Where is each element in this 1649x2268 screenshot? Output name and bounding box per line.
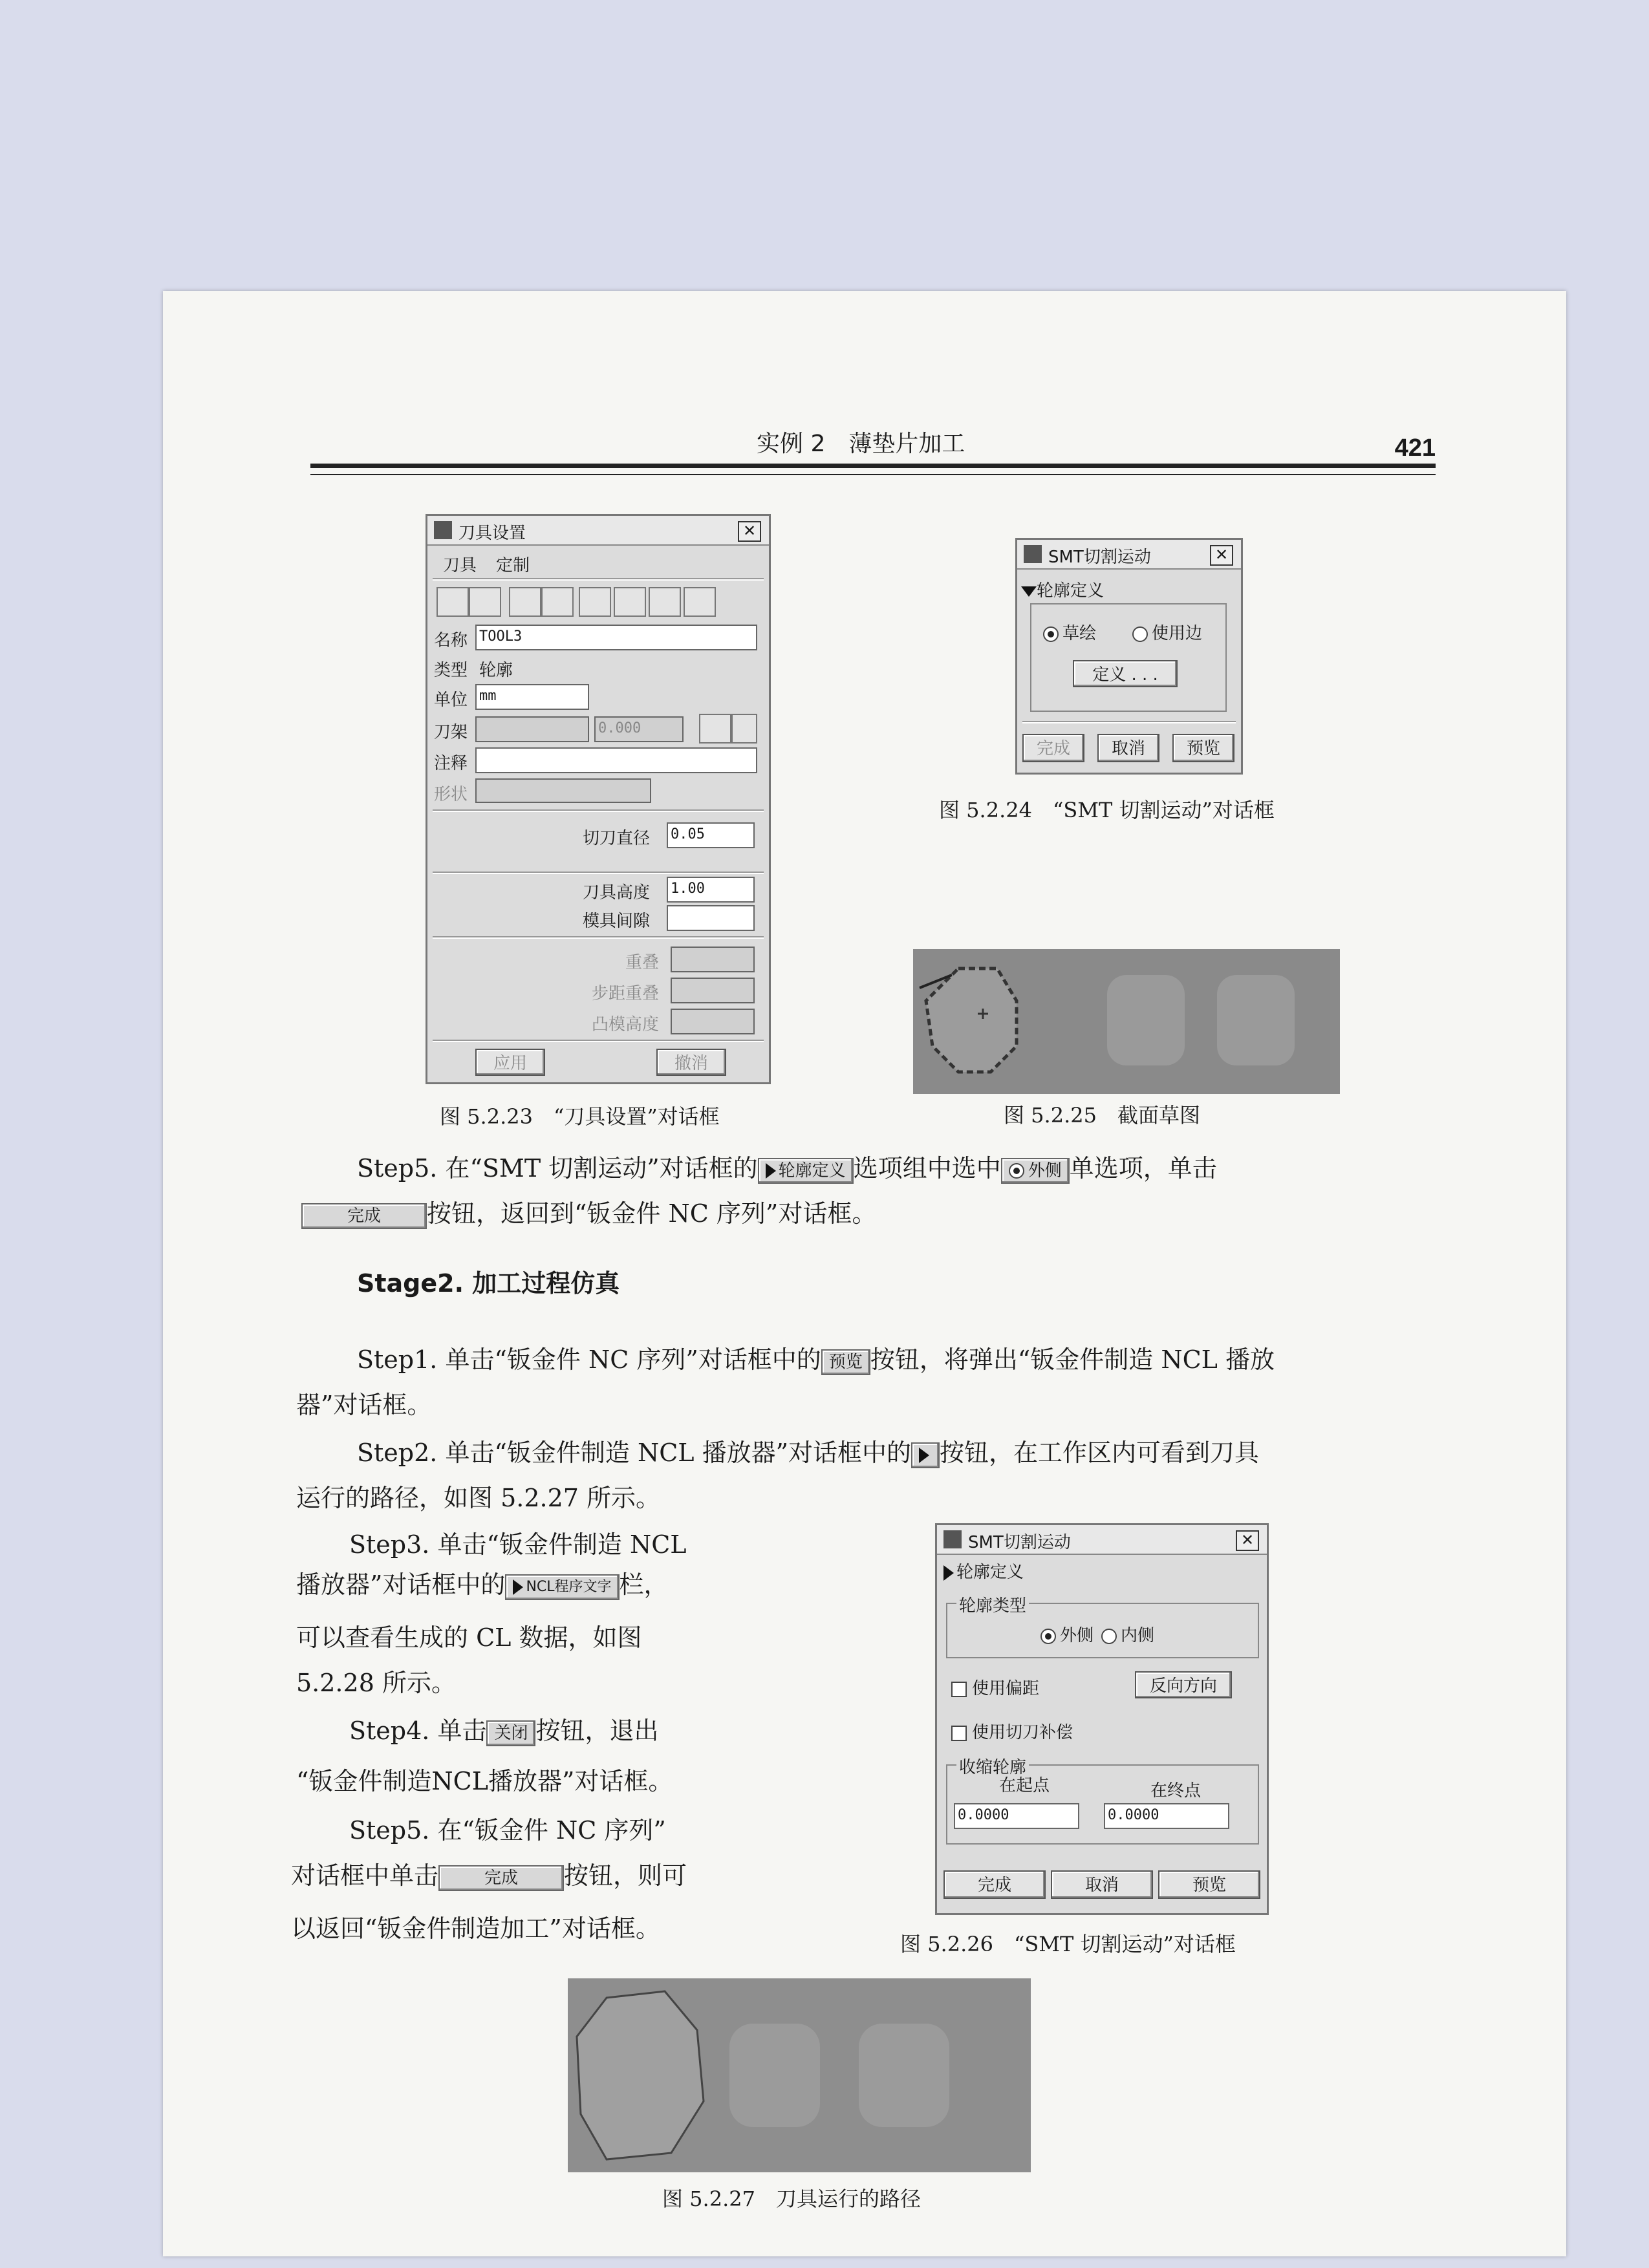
overlap-label: 重叠 [625,953,660,972]
step2-line1 [357,1429,1259,1477]
step5b-line2 [291,1852,687,1899]
end-field[interactable]: 0.0000 [1104,1803,1229,1829]
diamond-icon[interactable] [579,587,611,617]
divider [433,1040,764,1042]
smt-cut-dialog-2 [935,1523,1269,1915]
note-label: 注释 [434,754,468,773]
radio-on-icon [1043,626,1059,642]
punch-height-field[interactable] [671,1009,755,1034]
diamond2-icon[interactable] [614,587,646,617]
tool-path-profile [577,1991,704,2159]
collapsed-triangle-icon [943,1565,954,1581]
step2-line2: 运行的路径，如图 5.2.27 所示。 [296,1484,661,1512]
reverse-direction-button[interactable]: 反向方向 [1135,1671,1232,1698]
unit-label: 单位 [434,690,468,710]
profile-def-label: 轮廓定义 [778,1161,846,1181]
step1-text-1: Step1. 单击“钣金件 NC 序列”对话框中的 [357,1345,821,1374]
radio-off-icon [1101,1629,1117,1644]
open-icon[interactable] [436,587,469,617]
tool-edit-icon[interactable] [509,587,541,617]
cancel-button[interactable]: 取消 [1097,734,1159,762]
section-label: 轮廓定义 [1037,581,1105,601]
outer-radio-inline [1001,1158,1070,1184]
page-number: 421 [1394,434,1436,462]
step5b-text-2b: 按钮，则可 [564,1861,687,1890]
step3-line4: 5.2.28 所示。 [296,1669,456,1697]
punch-height-label: 凸模高度 [592,1015,660,1034]
sketch-profile [926,968,1017,1072]
step4-line2: “钣金件制造NCL播放器”对话框。 [296,1767,673,1795]
title-bar [937,1525,1267,1555]
preview-label: 预览 [828,1352,863,1372]
step5b-line1: Step5. 在“钣金件 NC 序列” [349,1816,666,1845]
type-label: 类型 [434,661,468,680]
step1-line1 [357,1336,1275,1384]
step-overlap-label: 步距重叠 [592,984,660,1003]
done-button[interactable]: 完成 [1022,734,1084,762]
close-label: 关闭 [494,1723,528,1743]
dialog-title: SMT切割运动 [968,1533,1071,1552]
stage2-heading: Stage2. 加工过程仿真 [357,1269,620,1298]
boss-shape [729,2024,820,2127]
use-offset-checkbox[interactable] [951,1675,1039,1699]
title-bar [1017,540,1241,570]
divider [433,936,764,939]
step2-text-1: Step2. 单击“钣金件制造 NCL 播放器”对话框中的 [357,1439,912,1467]
overlap-field[interactable] [671,947,755,972]
chapter-title: 实例 2 薄垫片加工 [757,431,965,457]
close-icon[interactable]: ✕ [1236,1530,1259,1551]
section-header[interactable] [1024,577,1104,601]
end-label: 在终点 [1150,1781,1202,1801]
caption-fig-5-2-23: 图 5.2.23 “刀具设置”对话框 [440,1104,720,1129]
radio-on-icon [1009,1163,1024,1179]
define-button[interactable]: 定义 . . . [1073,660,1178,687]
preview-button[interactable]: 预览 [1158,1870,1260,1899]
done-button-inline [301,1203,427,1229]
cancel-button[interactable]: 撤消 [656,1049,726,1076]
menu-custom[interactable]: 定制 [496,556,530,575]
done-button[interactable]: 完成 [943,1870,1046,1899]
caption-fig-5-2-26: 图 5.2.26 “SMT 切割运动”对话框 [900,1932,1236,1956]
step3-line1: Step3. 单击“钣金件制造 NCL [349,1530,687,1559]
close-icon[interactable]: ✕ [738,521,761,542]
name-field[interactable]: TOOL3 [475,625,757,650]
radio-outer-label: 外侧 [1060,1626,1094,1645]
rect-icon[interactable] [541,587,574,617]
holder-value[interactable]: 0.000 [594,716,684,742]
radio-on-icon [1040,1629,1056,1644]
step1-line2: 器”对话框。 [296,1391,432,1419]
caption-fig-5-2-24: 图 5.2.24 “SMT 切割运动”对话框 [939,798,1275,822]
radio-inner[interactable] [1101,1622,1154,1646]
radio-edge-label: 使用边 [1152,624,1203,643]
section-sketch-image [913,949,1340,1094]
close-icon[interactable]: ✕ [1210,545,1233,566]
use-offset-label: 使用偏距 [972,1679,1040,1698]
smt-cut-dialog-1 [1015,538,1243,775]
section-header[interactable] [943,1559,1024,1583]
step3-line3: 可以查看生成的 CL 数据，如图 [296,1623,642,1652]
boss-shape [1107,975,1185,1065]
preview-button[interactable]: 预览 [1172,734,1234,762]
note-field[interactable] [475,747,757,773]
step5a-text-4: 按钮，返回到“钣金件 NC 序列”对话框。 [427,1199,877,1228]
step3-text-2b: 栏， [619,1570,669,1599]
tool-setup-dialog [426,514,771,1084]
ncl-text-label: NCL程序文字 [526,1578,612,1595]
radio-edge[interactable] [1132,620,1202,644]
step5a-text-2: 选项组中选中 [853,1154,1001,1182]
ncl-text-button-inline [505,1574,619,1600]
dialog-title: SMT切割运动 [1048,548,1151,567]
save-icon[interactable] [469,587,501,617]
unit-select[interactable]: mm [475,684,589,710]
use-comp-checkbox[interactable] [951,1719,1073,1743]
start-label: 在起点 [999,1776,1050,1795]
close-button-inline [486,1720,535,1746]
dialog-title: 刀具设置 [458,524,526,543]
start-field[interactable]: 0.0000 [954,1803,1079,1829]
done-label: 完成 [347,1206,381,1226]
profile-def-button [758,1158,854,1184]
tool-path-image [568,1978,1031,2172]
cut-dia-label: 切刀直径 [583,829,651,848]
triangle-icon [513,1579,523,1595]
app-icon [434,521,452,539]
app-icon [943,1530,962,1548]
radio-sketch-label: 草绘 [1062,624,1097,643]
list-icon[interactable] [731,714,757,744]
die-gap-field[interactable] [667,905,755,931]
checkbox-icon [951,1726,967,1741]
section-sketch-svg [913,949,1340,1094]
tool-height-label: 刀具高度 [583,883,651,903]
boss-shape [1217,975,1295,1065]
step-overlap-field[interactable] [671,978,755,1003]
step5b-line3: 以返回“钣金件制造加工”对话框。 [291,1914,660,1943]
use-comp-label: 使用切刀补偿 [972,1723,1073,1742]
step4-text-1a: Step4. 单击 [349,1717,487,1745]
divider [433,872,764,874]
apply-button[interactable]: 应用 [475,1049,545,1076]
step4-text-1b: 按钮，退出 [535,1717,659,1745]
radio-inner-label: 内侧 [1121,1626,1155,1645]
holder-select[interactable] [475,716,589,742]
expand-triangle-icon [1021,586,1037,597]
radio-off-icon [1132,626,1148,642]
tool-path-svg [568,1978,1031,2172]
preview-button-inline [821,1349,870,1375]
done-button-inline [438,1865,564,1891]
die-gap-label: 模具间隙 [583,912,651,931]
profile-type-label: 轮廓类型 [956,1592,1029,1616]
menu-tool[interactable]: 刀具 [443,556,477,575]
step3-text-2a: 播放器”对话框中的 [296,1570,506,1599]
holder-label: 刀架 [434,723,468,742]
radio-outer[interactable] [1040,1622,1094,1646]
shrink-profile-label: 收缩轮廓 [956,1754,1029,1778]
shape-label: 形状 [434,785,468,804]
divider [433,809,764,812]
step5a-text-3: 单选项，单击 [1069,1154,1217,1182]
step4-line1 [349,1707,658,1755]
tool-height-field[interactable]: 1.00 [667,877,755,903]
radio-sketch[interactable] [1043,620,1096,644]
slash-icon[interactable] [684,587,716,617]
divider [1022,721,1236,723]
step5a-line1 [357,1144,1217,1192]
boss-shape [859,2024,949,2127]
triangle-icon [766,1163,776,1179]
section-label: 轮廓定义 [956,1563,1024,1582]
step2-text-2: 按钮，在工作区内可看到刀具 [940,1439,1260,1467]
app-icon [1024,545,1042,563]
done-label: 完成 [484,1868,519,1888]
caption-fig-5-2-27: 图 5.2.27 刀具运行的路径 [662,2187,921,2211]
title-bar [427,516,769,546]
step3-line2 [296,1561,669,1609]
diamond3-icon[interactable] [649,587,681,617]
step5a-line2 [301,1190,876,1237]
name-label: 名称 [434,631,468,650]
checkbox-icon [951,1682,967,1697]
outer-label: 外侧 [1028,1161,1062,1181]
refresh-icon[interactable] [699,714,731,744]
step1-text-2: 按钮，将弹出“钣金件制造 NCL 播放 [870,1345,1275,1374]
shape-select[interactable] [475,778,651,803]
cut-dia-field[interactable]: 0.05 [667,822,755,848]
step5a-text-1: Step5. 在“SMT 切割运动”对话框的 [357,1154,758,1182]
play-button-inline [911,1442,940,1468]
caption-fig-5-2-25: 图 5.2.25 截面草图 [1004,1103,1200,1128]
cancel-button[interactable]: 取消 [1051,1870,1153,1899]
divider [433,578,764,581]
play-icon [919,1448,929,1463]
step5b-text-2a: 对话框中单击 [291,1861,439,1890]
type-value: 轮廓 [479,661,513,680]
